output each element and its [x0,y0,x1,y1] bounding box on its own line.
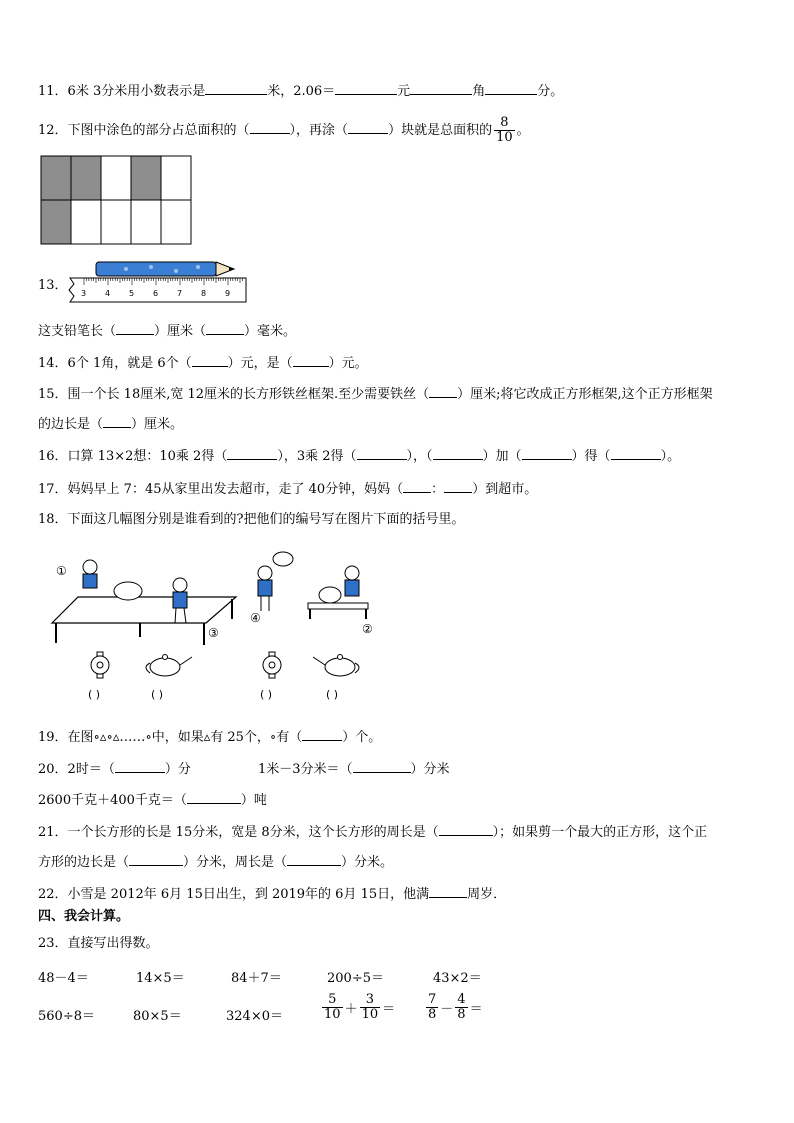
answer-blank[interactable] [205,82,267,95]
question-21-line1: 21．一个长方形的长是 15分米，宽是 8分米，这个长方形的周长是（ ）；如果剪一个最大的正方形，这个正 [38,825,708,840]
answer-blank[interactable] [287,853,341,866]
ruler-with-pencil [66,258,256,304]
answer-blank[interactable] [429,885,467,898]
answer-paren-1: ( ) [88,688,101,701]
section-heading: 四、我会计算。 [38,909,130,924]
child-3-icon [173,578,187,592]
answer-paren-3: ( ) [260,688,273,701]
ruler-tick-label: 9 [225,289,231,298]
teapot-top-view-1-icon [91,652,109,678]
grid-cell-shaded [131,156,161,200]
answer-blank[interactable] [353,760,411,773]
label-3: ③ [208,626,219,640]
teapot-top-view-2-icon [263,652,281,678]
fraction: $\frac{8}{10}$ [496,115,513,145]
answer-blank[interactable] [335,82,397,95]
answer-blank[interactable] [410,82,472,95]
answer-blank[interactable] [302,728,342,741]
answer-blank[interactable] [444,480,472,493]
ruler-tick-label: 8 [201,289,207,298]
question-20b: 1米－3分米＝（ ）分米 [258,762,450,777]
answer-paren-4: ( ) [326,688,339,701]
answer-blank[interactable] [485,82,537,95]
question-23-title: 23．直接写出得数。 [38,936,159,951]
answer-blank[interactable] [522,447,572,460]
grid-cell [101,156,131,200]
answer-blank[interactable] [115,760,165,773]
answer-blank[interactable] [357,447,407,460]
question-13-label: 13． [38,278,68,293]
grid-cell [101,200,131,244]
calc-item: 14×5＝ [136,971,185,986]
answer-blank[interactable] [611,447,661,460]
answer-blank[interactable] [439,823,493,836]
answer-blank[interactable] [348,121,388,134]
question-20c: 2600千克＋400千克＝（ ）吨 [38,793,267,808]
teapot-low-table-icon [319,587,341,603]
ruler-tick-label: 6 [153,289,159,298]
label-1: ① [56,564,67,578]
grid-cell [131,200,161,244]
calc-item: 80×5＝ [133,1009,182,1024]
calc-item: 200÷5＝ [327,971,384,986]
calc-item: 48－4＝ [38,971,89,986]
question-15-line1: 15．围一个长 18厘米,宽 12厘米的长方形铁丝框架.至少需要铁丝（ ）厘米;将它改成正方形框架,这个正方形框架 [38,387,713,402]
label-4: ④ [250,611,261,625]
grid-cell [161,156,191,200]
calc-item: 560÷8＝ [38,1009,95,1024]
answer-blank[interactable] [206,322,244,335]
answer-blank[interactable] [293,354,329,367]
question-22: 22．小雪是 2012年 6月 15日出生，到 2019年的 6月 15日，他满 周岁． [38,887,507,902]
answer-blank[interactable] [429,385,457,398]
teapot-side-view-1-icon [146,655,192,677]
question-20a: 20．2时＝（ ）分 [38,762,191,777]
calc-item: 43×2＝ [433,971,482,986]
answer-blank[interactable] [433,447,483,460]
question-19: 19．在图∘▵∘▵……∘中，如果▵有 25个，∘有（ ）个。 [38,730,382,745]
answer-blank[interactable] [403,480,431,493]
calc-fraction-1: $\frac{5}{10}$ ＋ $\frac{3}{10}$ ＝ [324,992,396,1022]
grid-cell-shaded [41,200,71,244]
answer-blank[interactable] [250,121,290,134]
answer-blank[interactable] [129,853,183,866]
ruler-tick-label: 4 [105,289,111,298]
child-4-icon [258,566,272,580]
answer-blank[interactable] [227,447,277,460]
grid-cell-shaded [71,156,101,200]
question-17: 17．妈妈早上 7：45从家里出发去超市，走了 40分钟，妈妈（ ： ）到超市。 [38,482,538,497]
teapot-side-view-2-icon [313,655,359,677]
answer-blank[interactable] [103,415,131,428]
question-18: 18．下面这几幅图分别是谁看到的?把他们的编号写在图片下面的括号里。 [38,512,465,527]
grid-cell-shaded [41,156,71,200]
answer-blank[interactable] [187,791,241,804]
question-14: 14．6个 1角，就是 6个（ ）元，是（ ）元。 [38,356,368,371]
child-2-icon [345,566,359,580]
answer-paren-2: ( ) [151,688,164,701]
question-21-line2: 方形的边长是（ ）分米，周长是（ ）分米。 [38,855,394,870]
calc-fraction-2: $\frac{7}{8}$ － $\frac{4}{8}$ ＝ [428,992,483,1022]
question-11: 11．6米 3分米用小数表示是 米，2.06＝ 元 角 分。 [38,84,564,99]
answer-blank[interactable] [116,322,154,335]
question-12: 12．下图中涂色的部分占总面积的（ ），再涂（ ）块就是总面积的 $\frac{8}{10}$ 。 [38,115,530,145]
question-15-line2: 的边长是（ ）厘米。 [38,417,184,432]
calc-item: 84＋7＝ [231,971,282,986]
ruler-tick-label: 5 [129,289,135,298]
question-13-text: 这支铅笔长（ ）厘米（ ）毫米。 [38,324,297,339]
child-1-icon [83,560,97,574]
ruler-tick-label: 7 [177,289,183,298]
question-16: 16．口算 13×2想：10乘 2得（ ），3乘 2得（ ），（ ）加（ ）得（ ）。 [38,449,681,464]
answer-blank[interactable] [192,354,228,367]
shaded-grid [40,155,195,247]
grid-cell [161,200,191,244]
ruler-tick-label: 3 [81,289,87,298]
low-table-icon [308,603,368,609]
teapot-on-table-icon [114,582,142,600]
label-2: ② [362,622,373,636]
grid-cell [71,200,101,244]
calc-item: 324×0＝ [226,1009,283,1024]
table-top-icon [52,597,236,623]
teapot-views-figure [40,545,380,710]
teapot-held-icon [273,552,293,566]
